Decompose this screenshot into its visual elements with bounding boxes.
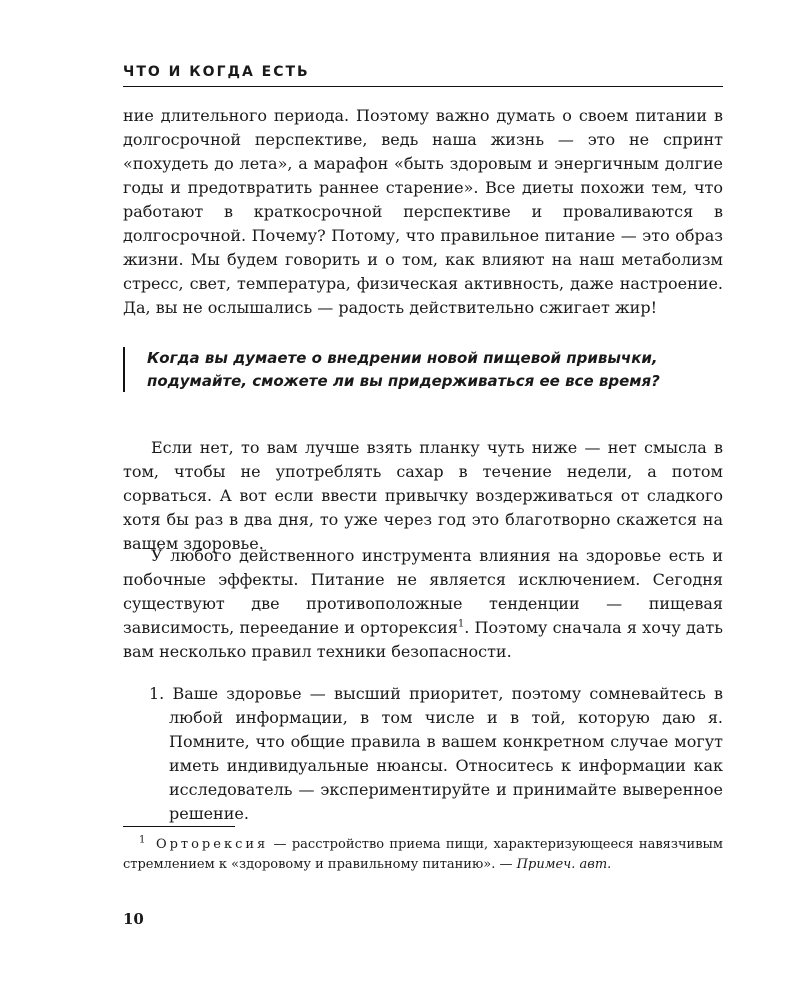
numbered-list [149, 682, 723, 826]
footnote-term: Орторексия [155, 837, 269, 852]
footnote-mark: 1 [138, 834, 146, 846]
list-item-text: Ваше здоровье — высший приоритет, поэтому сомневайтесь в любой информации, в том числе и в той, которую даю я. Помните, что общие правила в вашем конкретном случае могут иметь индивидуальные нюансы. Относитесь к информации как исследователь — экспериментируйте и принимайте выверенное решение. [169, 684, 723, 823]
page-number: 10 [123, 910, 144, 928]
paragraph-text: . Поэтому сначала я хочу дать вам несколько правил техники безопасности. [123, 618, 723, 661]
list-number: 1. [149, 684, 173, 703]
paragraph [123, 544, 723, 664]
pull-quote-text: Когда вы думаете о внедрении новой пищевой привычки, подумайте, сможете ли вы придерживаться ее все время? [147, 349, 660, 390]
paragraph: ние длительного периода. Поэтому важно думать о своем питании в долгосрочной перспективе, ведь наша жизнь — это не спринт «похудеть до лета», а марафон «быть здоровым и энергичным долгие годы и предотвратить раннее старение». Все диеты похожи тем, что работают в краткосрочной перспективе и проваливаются в долгосрочной. Почему? Потому, что правильное питание — это образ жизни. Мы будем говорить и о том, как влияют на наш метаболизм стресс, свет, температура, физическая активность, даже настроение. Да, вы не ослышались — радость действительно сжигает жир! [123, 106, 723, 317]
paragraph-text: У любого действенного инструмента влияния на здоровье есть и побочные эффекты. Питание не является исключением. Сегодня существуют две противоположные тенденции — пищевая зависимость, переедание и орторексия [123, 546, 723, 637]
paragraph: Если нет, то вам лучше взять планку чуть ниже — нет смысла в том, чтобы не употреблять сахар в течение недели, а потом сорваться. А вот если ввести привычку воздерживаться от сладкого хотя бы раз в два дня, то уже через год это благотворно скажется на вашем здоровье. [123, 438, 723, 553]
running-head: ЧТО И КОГДА ЕСТЬ [123, 64, 723, 87]
footnote-source: Примеч. авт. [516, 857, 612, 872]
pull-quote [123, 347, 723, 392]
footnote-reference[interactable]: 1 [457, 618, 465, 630]
book-page [123, 0, 723, 1000]
list-item [149, 682, 723, 826]
footnote-divider [123, 826, 235, 827]
footnote [123, 835, 723, 875]
footnote-text: — расстройство приема пищи, характеризующееся навязчивым стремлением к «здоровому и правильному питанию». — [123, 837, 723, 872]
